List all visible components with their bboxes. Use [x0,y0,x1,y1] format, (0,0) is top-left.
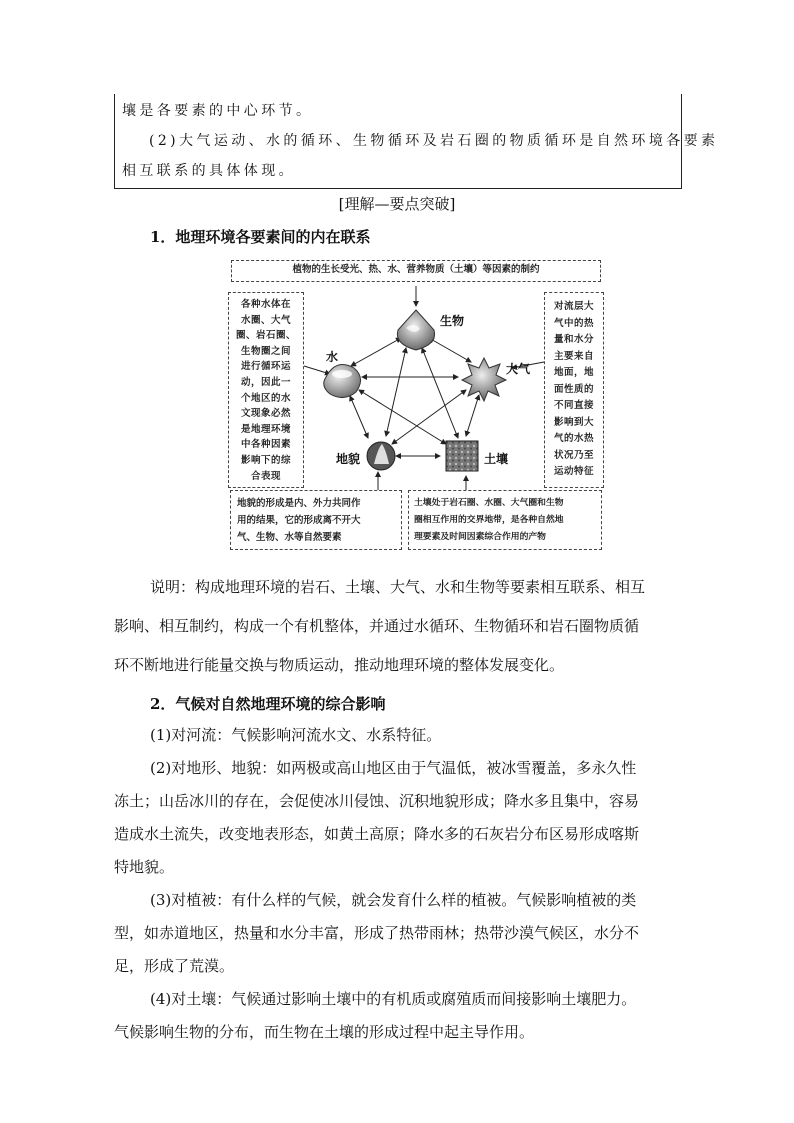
right-note-line: 不同直接 [553,400,594,411]
summary-line-3: 相互联系的具体体现。 [122,163,296,179]
heading-1: 1．地理环境各要素间的内在联系 [150,228,371,246]
top-note-text: 植物的生长受光、热、水、营养物质（土壤）等因素的制约 [292,264,540,275]
label-biology: 生物 [440,314,465,328]
item-landform-line-2: 冻土；山岳冰川的存在，会促使冰川侵蚀、沉积地貌形成；降水多且集中，容易 [114,792,640,810]
label-water: 水 [326,350,339,364]
explanation-line-2: 影响、相互制约，构成一个有机整体，并通过水循环、生物循环和岩石圈物质循 [114,617,640,635]
item-vegetation-line-3: 足，形成了荒漠。 [114,957,235,975]
bottom-left-note-line: 用的结果，它的形成离不开大 [237,515,361,526]
arrow-atmosphere-soil [466,395,479,436]
arrow-water-landform [350,396,368,438]
right-note-line: 气的水热 [553,433,594,444]
left-note-line: 各种水体在 [240,299,291,310]
right-note-line: 地面，地 [553,367,594,378]
right-note-line: 状况乃至 [553,449,594,461]
left-note-line: 动，因此一 [240,376,291,388]
arrow-left-note [304,366,330,374]
item-soil-line-2: 气候影响生物的分布，而生物在土壤的形成过程中起主导作用。 [114,1023,535,1041]
label-landform: 地貌 [336,452,361,466]
right-note-line: 运动特征 [553,466,594,477]
right-note-line: 主要来自 [553,350,594,362]
item-vegetation-line-2: 型，如赤道地区，热量和水分丰富，形成了热带雨林；热带沙漠气候区，水分不 [114,924,640,942]
item-landform-line-4: 特地貌。 [114,858,175,876]
arrow-bio-soil [422,348,458,438]
item-river: (1)对河流：气候影响河流水文、水系特征。 [150,726,442,744]
bottom-right-note-line: 理要素及时间因素综合作用的产物 [414,532,546,542]
label-soil: 土壤 [484,452,509,466]
arrow-bio-water [351,338,401,366]
summary-line-1: 壤是各要素的中心环节。 [122,103,314,119]
right-note-line: 气中的热 [553,317,594,329]
element-relation-diagram [226,258,606,554]
bottom-right-note-box [408,490,602,550]
soil-node-icon [446,441,478,471]
bottom-left-note-line: 地貌的形成是内、外力共同作 [237,498,361,509]
right-note-line: 量和水分 [553,334,594,345]
left-note-line: 文现象必然 [240,408,291,420]
left-note-line: 生物圈之间 [240,345,291,357]
summary-box [114,94,719,189]
item-landform-line-3: 造成水土流失，改变地表形态，如黄土高原；降水多的石灰岩分布区易形成喀斯 [114,825,640,843]
item-soil-line-1: (4)对土壤：气候通过影响土壤中的有机质或腐殖质而间接影响土壤肥力。 [150,990,637,1008]
left-note-line: 个地区的水 [240,392,291,404]
bottom-right-note-line: 土壤处于岩石圈、水圈、大气圈和生物 [414,498,564,508]
arrow-bio-atmosphere [429,338,471,362]
left-note-line: 圈、岩石圈、 [235,330,296,342]
section-title: [理解—要点突破] [338,195,456,213]
left-note-line: 进行循环运 [240,361,291,373]
left-note-line: 是地理环境 [240,423,291,435]
right-note-box [544,292,604,488]
biology-node-icon [397,310,434,350]
arrow-bio-landform [386,348,406,436]
left-note-box [228,292,304,488]
left-note-line: 水圈、大气 [240,314,291,326]
landform-node-icon [367,442,395,470]
atmosphere-node-icon [462,358,506,401]
left-note-line: 合表现 [250,470,281,482]
explanation-line-3: 环不断地进行能量交换与物质运动，推动地理环境的整体发展变化。 [114,656,565,674]
bottom-left-note-line: 气、生物、水等自然要素 [237,532,342,543]
left-note-line: 中各种因素 [240,439,291,451]
right-note-line: 面性质的 [553,383,594,395]
left-note-line: 影响下的综 [240,454,291,466]
heading-2: 2．气候对自然地理环境的综合影响 [150,695,386,713]
explanation-line-1: 说明：构成地理环境的岩石、土壤、大气、水和生物等要素相互联系、相互 [150,578,646,596]
summary-line-2: (2)大气运动、水的循环、生物循环及岩石圈的物质循环是自然环境各要素 [149,133,719,149]
label-atmosphere: 大气 [506,362,531,376]
right-note-line: 对流层大 [553,301,594,312]
water-node-icon [324,365,361,398]
item-landform-line-1: (2)对地形、地貌：如两极或高山地区由于气温低，被冰雪覆盖，多永久性 [150,759,637,777]
bottom-right-note-line: 圈相互作用的交界地带，是各种自然地 [414,515,564,525]
bottom-left-note-box [230,490,402,550]
right-note-line: 影响到大 [553,416,594,428]
item-vegetation-line-1: (3)对植被：有什么样的气候，就会发育什么样的植被。气候影响植被的类 [150,891,637,909]
top-note-box [231,260,601,282]
